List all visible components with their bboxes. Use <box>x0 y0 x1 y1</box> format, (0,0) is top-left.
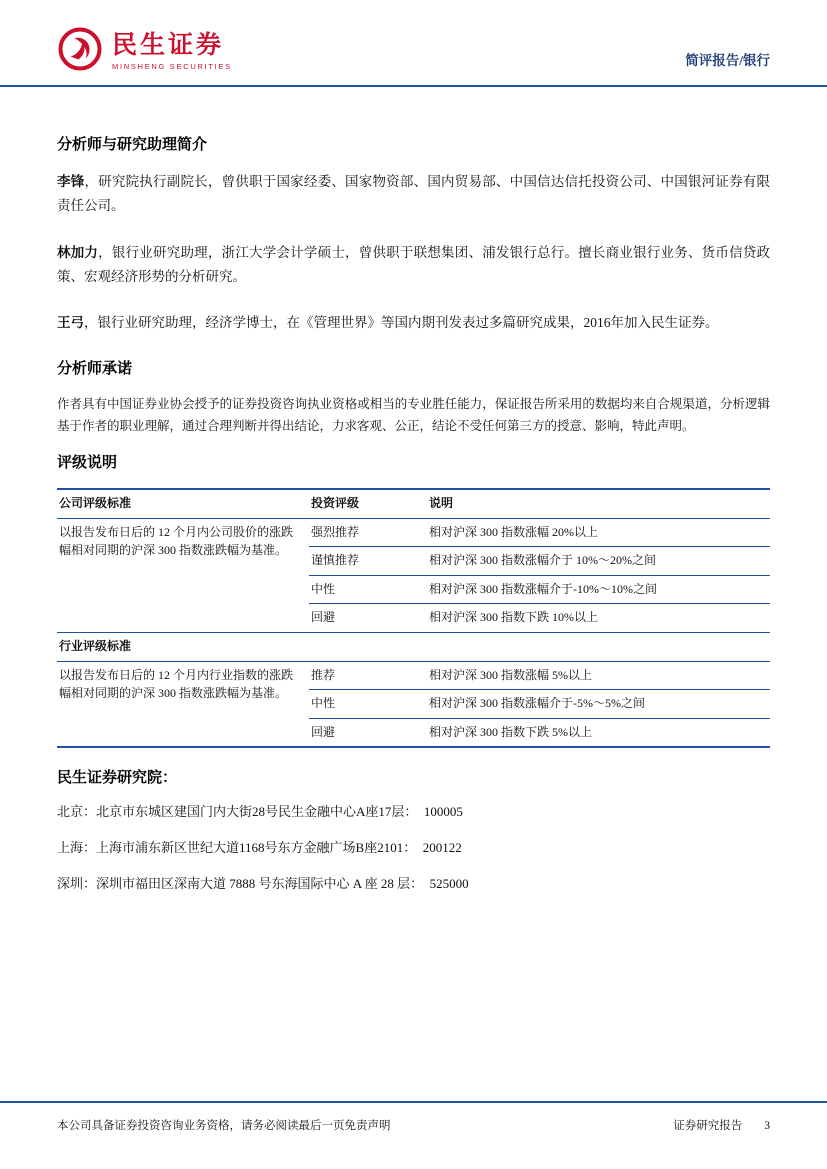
section-institute <box>57 766 770 894</box>
footer-report-type: 证券研究报告 <box>673 1120 743 1132</box>
table-row <box>57 518 770 547</box>
footer-disclaimer: 本公司具备证券投资咨询业务资格，请务必阅读最后一页免责声明 <box>57 1120 391 1132</box>
footer-right <box>673 1117 770 1133</box>
table-row <box>57 661 770 690</box>
logo-en-text: MINSHENG SECURITIES <box>112 61 232 71</box>
rating-cell: 中性 <box>309 575 427 604</box>
rating-desc-cell: 相对沪深 300 指数涨幅 20%以上 <box>427 518 770 547</box>
rating-cell: 推荐 <box>309 661 427 690</box>
page-footer <box>57 1117 770 1133</box>
header-divider <box>0 85 827 87</box>
analyst-name: 林加力 <box>57 244 99 260</box>
rating-desc-cell: 相对沪深 300 指数下跌 10%以上 <box>427 604 770 633</box>
column-header: 公司评级标准 <box>57 489 309 518</box>
page-content <box>0 133 827 894</box>
rating-cell: 回避 <box>309 604 427 633</box>
rating-cell: 强烈推荐 <box>309 518 427 547</box>
rating-cell: 中性 <box>309 690 427 719</box>
analyst-paragraph <box>57 311 770 335</box>
rating-cell: 回避 <box>311 724 336 739</box>
column-header: 投资评级 <box>309 489 427 518</box>
section-analysts <box>57 133 770 335</box>
industry-criteria-cell: 以报告发布日后的 12 个月内行业指数的涨跌幅相对同期的沪深 300 指数涨跌幅为基准。 <box>59 667 294 701</box>
rating-table-header-row <box>57 489 770 518</box>
industry-header-row <box>57 632 770 661</box>
rating-desc-cell: 相对沪深 300 指数涨幅介于-10%～10%之间 <box>427 575 770 604</box>
page-number: 3 <box>764 1120 770 1132</box>
rating-cell: 谨慎推荐 <box>309 547 427 576</box>
section-title-institute: 民生证券研究院： <box>57 770 178 787</box>
address-beijing: 北京：北京市东城区建国门内大街28号民生金融中心A座17层： 100005 <box>57 804 463 820</box>
analyst-bio: ，银行业研究助理，经济学博士，在《管理世界》等国内期刊发表过多篇研究成果，2016年加入民生证券。 <box>84 315 719 331</box>
rating-table <box>57 488 770 748</box>
promise-text: 作者具有中国证券业协会授予的证券投资咨询执业资格或相当的专业胜任能力，保证报告所采用的数据均来自合规渠道，分析逻辑基于作者的职业理解，通过合理判断并得出结论，力求客观、公正，结论不受任何第三方的授意、影响，特此声明。 <box>57 397 770 433</box>
industry-criteria-header: 行业评级标准 <box>57 632 770 661</box>
analyst-bio: ，银行业研究助理，浙江大学会计学硕士，曾供职于联想集团、浦发银行总行。擅长商业银行业务、货币信贷政策、宏观经济形势的分析研究。 <box>57 244 771 284</box>
rating-desc-cell: 相对沪深 300 指数涨幅介于-5%～5%之间 <box>427 690 770 719</box>
section-title-promise: 分析师承诺 <box>57 361 133 378</box>
analyst-paragraph <box>57 241 770 290</box>
page-header <box>0 0 827 85</box>
section-title-rating: 评级说明 <box>57 454 118 471</box>
logo-cn-text: 民生证券 <box>112 31 225 60</box>
analyst-name: 王弓 <box>57 315 84 331</box>
report-type-label: 简评报告/银行 <box>685 53 770 68</box>
footer-divider <box>0 1101 827 1103</box>
column-header: 说明 <box>427 489 770 518</box>
rating-desc-cell: 相对沪深 300 指数涨幅介于 10%～20%之间 <box>427 547 770 576</box>
section-rating <box>57 451 770 748</box>
minsheng-logo-icon <box>57 26 103 77</box>
company-criteria-cell: 以报告发布日后的 12 个月内公司股价的涨跌幅相对同期的沪深 300 指数涨跌幅为基准。 <box>57 518 309 632</box>
section-promise <box>57 357 770 437</box>
analyst-paragraph <box>57 170 770 219</box>
section-title-analysts: 分析师与研究助理简介 <box>57 137 208 153</box>
analyst-bio: ，研究院执行副院长，曾供职于国家经委、国家物资部、国内贸易部、中国信达信托投资公司、中国银河证券有限责任公司。 <box>57 174 771 214</box>
analyst-name: 李锋 <box>57 174 85 189</box>
address-shenzhen: 深圳：深圳市福田区深南大道 7888 号东海国际中心 A 座 28 层： 525000 <box>57 876 469 892</box>
rating-desc-cell: 相对沪深 300 指数下跌 5%以上 <box>429 724 592 739</box>
minsheng-logo <box>57 26 232 77</box>
rating-desc-cell: 相对沪深 300 指数涨幅 5%以上 <box>427 661 770 690</box>
address-shanghai: 上海：上海市浦东新区世纪大道1168号东方金融广场B座2101： 200122 <box>57 840 462 856</box>
